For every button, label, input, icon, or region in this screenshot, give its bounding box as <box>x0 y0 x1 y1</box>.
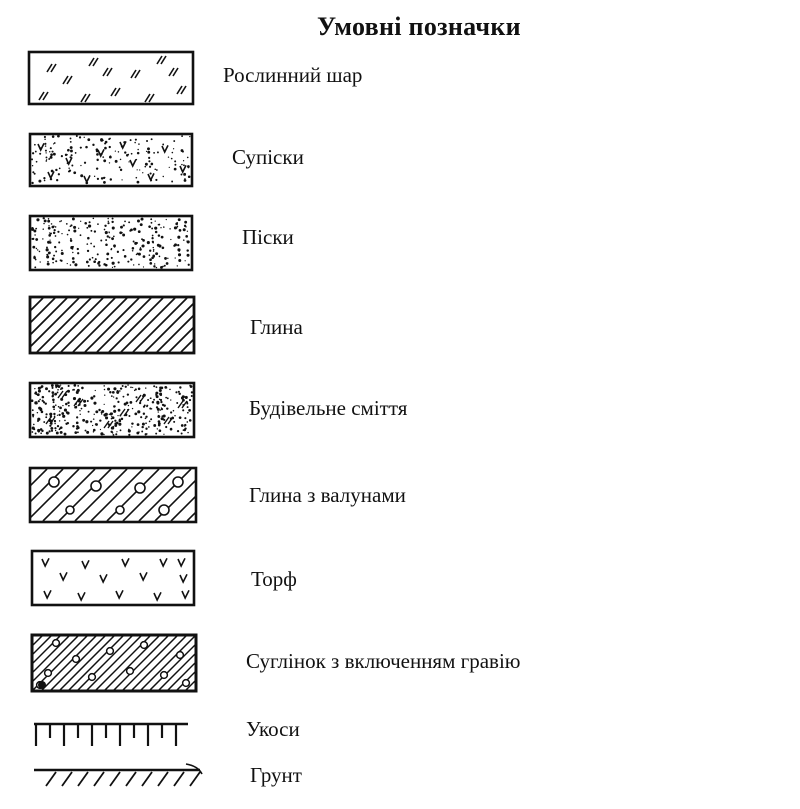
legend-label-clay: Глина <box>250 315 303 339</box>
legend-label-sands: Піски <box>242 225 294 249</box>
sandy-loam-swatch <box>28 130 198 190</box>
legend-label-clay-boulders: Глина з валунами <box>249 483 406 507</box>
clay-boulders-swatch <box>28 464 202 528</box>
legend-label-ground: Грунт <box>250 763 302 787</box>
legend-label-plant-layer: Рослинний шар <box>223 63 363 87</box>
ground-swatch <box>32 760 208 796</box>
loam-gravel-swatch <box>30 631 202 697</box>
legend-label-sandy-loam: Супіски <box>232 145 304 169</box>
legend-title: Умовні позначки <box>317 12 521 41</box>
clay-swatch <box>28 293 200 359</box>
plant-layer-swatch <box>27 48 199 110</box>
sands-swatch <box>28 212 198 274</box>
legend-label-loam-gravel: Суглінок з включенням гравію <box>246 649 521 673</box>
legend-label-peat: Торф <box>251 567 297 591</box>
slopes-swatch <box>32 716 202 752</box>
legend-label-slopes: Укоси <box>246 717 300 741</box>
construction-debris-swatch <box>28 379 200 443</box>
peat-swatch <box>30 547 200 611</box>
legend-label-construction-debris: Будівельне сміття <box>249 396 408 420</box>
